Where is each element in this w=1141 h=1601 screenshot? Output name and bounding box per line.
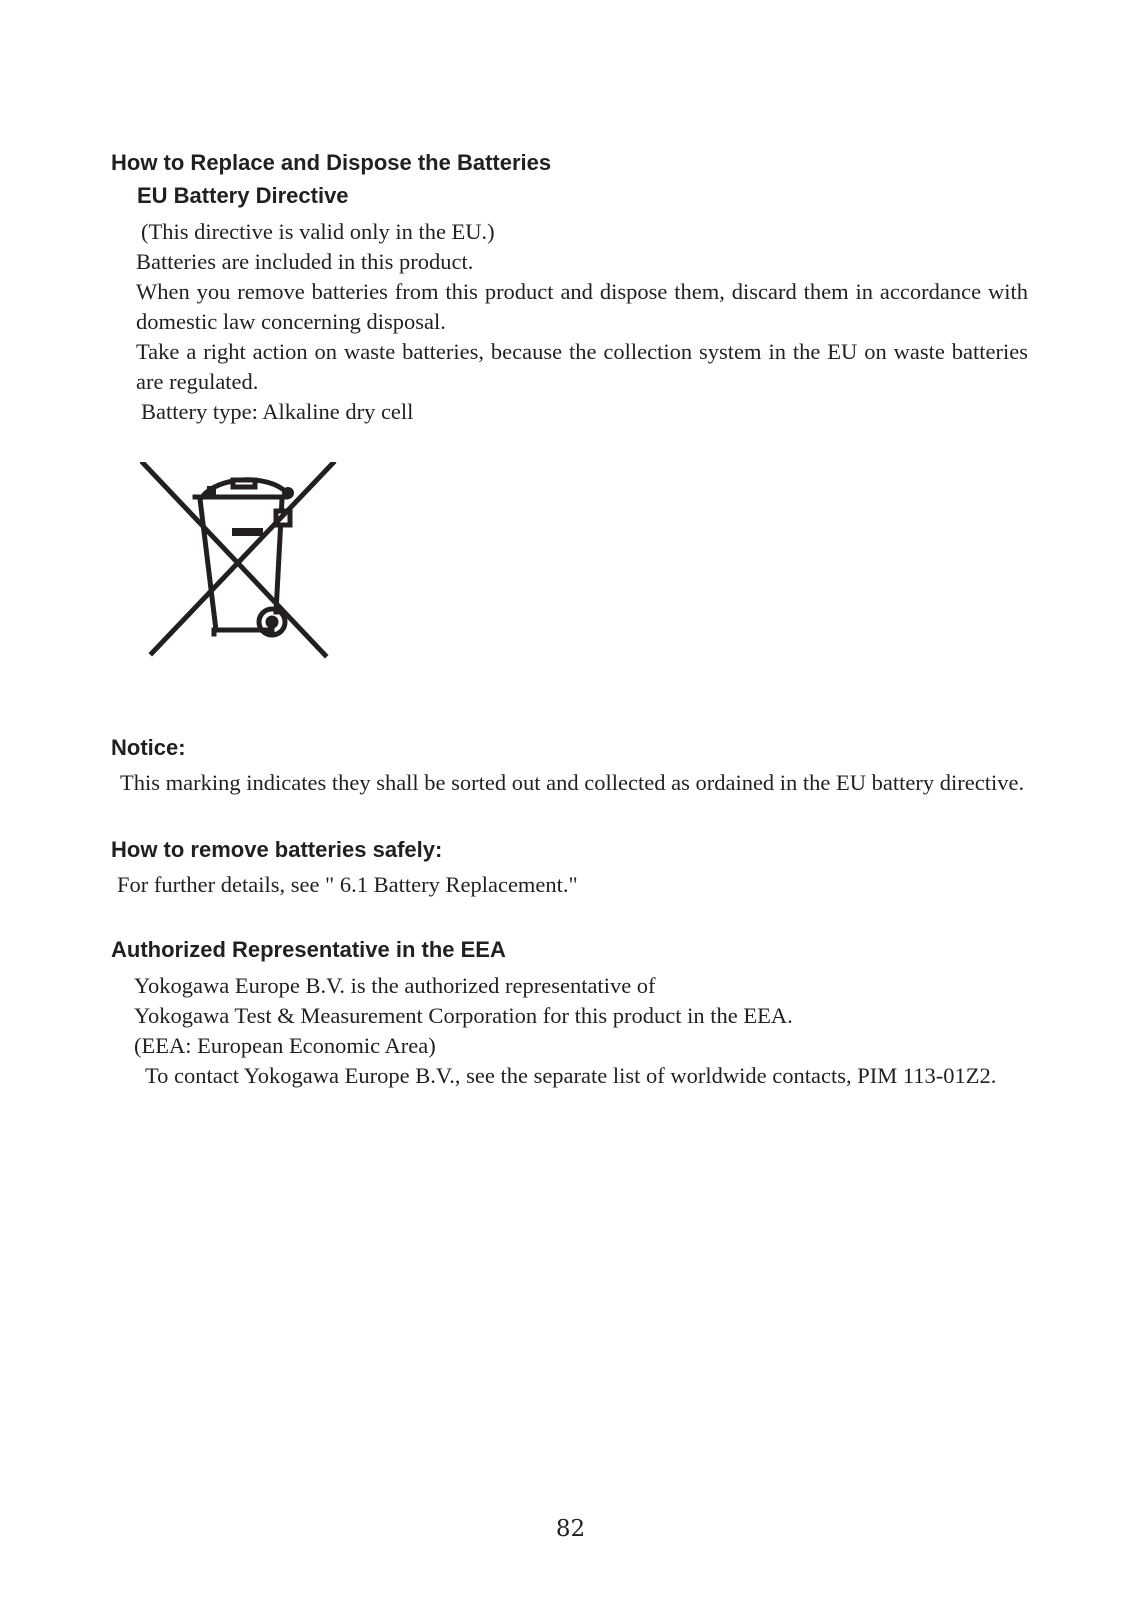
remove-safely-text: For further details, see " 6.1 Battery Replacement."	[117, 872, 578, 897]
crossed-out-wheelie-bin-icon	[140, 462, 340, 672]
notice-text: This marking indicates they shall be sorted out and collected as ordained in the EU battery directive.	[120, 770, 1025, 795]
dispose-instructions-text: When you remove batteries from this product and dispose them, discard them in accordance with domestic law concerning disposal.	[136, 279, 1028, 334]
authorized-rep-heading: Authorized Representative in the EEA	[111, 937, 506, 962]
notice-heading: Notice:	[111, 735, 186, 760]
eu-directive-heading: EU Battery Directive	[137, 183, 349, 208]
authorized-rep-line-3: (EEA: European Economic Area)	[134, 1033, 436, 1058]
authorized-rep-line-1: Yokogawa Europe B.V. is the authorized representative of	[134, 973, 656, 998]
remove-safely-heading: How to remove batteries safely:	[111, 837, 443, 862]
directive-validity-text: (This directive is valid only in the EU.)	[141, 219, 495, 244]
authorized-rep-line-2: Yokogawa Test & Measurement Corporation for this product in the EEA.	[134, 1003, 793, 1028]
section-title: How to Replace and Dispose the Batteries	[111, 150, 552, 175]
page-number: 82	[555, 1516, 586, 1542]
batteries-included-text: Batteries are included in this product.	[136, 249, 474, 274]
waste-action-text: Take a right action on waste batteries, because the collection system in the EU on waste batteries are regulated.	[136, 339, 1028, 394]
authorized-rep-contact-text: To contact Yokogawa Europe B.V., see the separate list of worldwide contacts, PIM 113-01Z2.	[145, 1063, 997, 1088]
battery-type-text: Battery type: Alkaline dry cell	[141, 399, 414, 424]
